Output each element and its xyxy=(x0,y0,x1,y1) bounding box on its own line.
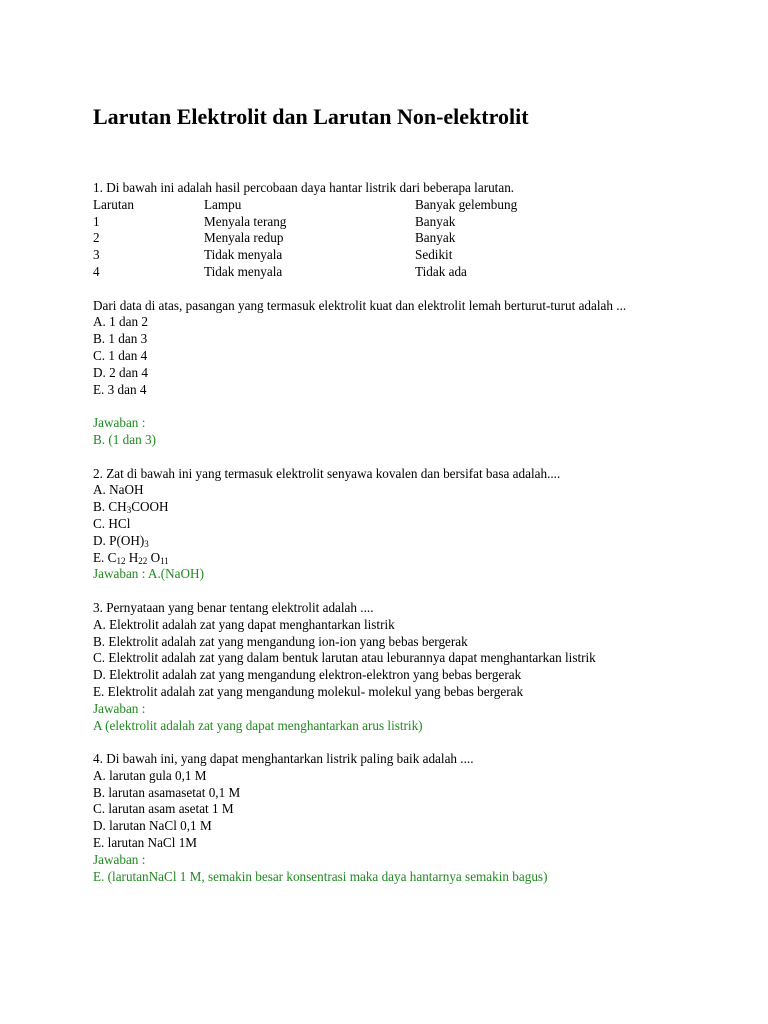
answer-label: Jawaban : xyxy=(93,415,146,431)
answer-text: Jawaban : A.(NaOH) xyxy=(93,566,204,582)
question-2 xyxy=(93,466,673,584)
option-c: C. HCl xyxy=(93,515,131,531)
question-1 xyxy=(93,180,673,449)
answer-label: Jawaban : xyxy=(93,700,146,716)
option-b: B. larutan asamasetat 0,1 M xyxy=(93,784,241,800)
option-a: A. larutan gula 0,1 M xyxy=(93,767,207,783)
table-cell: Banyak xyxy=(415,213,456,229)
option-a: A. 1 dan 2 xyxy=(93,314,148,330)
question-3 xyxy=(93,600,673,734)
table-cell: Menyala redup xyxy=(204,230,284,246)
option-d: D. 2 dan 4 xyxy=(93,364,148,380)
formula-subscript: 12 xyxy=(116,555,126,566)
table-cell: Sedikit xyxy=(415,247,453,263)
option-a: A. Elektrolit adalah zat yang dapat menghantarkan listrik xyxy=(93,616,395,632)
option-b: B. Elektrolit adalah zat yang mengandung ion-ion yang bebas bergerak xyxy=(93,633,468,649)
answer-text: E. (larutanNaCl 1 M, semakin besar konsentrasi maka daya hantarnya semakin bagus) xyxy=(93,868,548,884)
option-b: B. 1 dan 3 xyxy=(93,331,148,347)
answer-text: B. (1 dan 3) xyxy=(93,431,156,447)
table-cell: Tidak menyala xyxy=(204,263,283,279)
document-body xyxy=(93,180,673,885)
option-c: C. 1 dan 4 xyxy=(93,347,148,363)
table-header-lampu: Lampu xyxy=(204,196,242,212)
table-cell: 4 xyxy=(93,263,100,279)
option-d: D. Elektrolit adalah zat yang mengandung elektron-elektron yang bebas bergerak xyxy=(93,667,522,683)
table-header-gelembung: Banyak gelembung xyxy=(415,196,518,212)
formula-subscript: 22 xyxy=(138,555,148,566)
formula-part: H xyxy=(125,549,139,565)
question-4 xyxy=(93,751,673,885)
option-e: E. larutan NaCl 1M xyxy=(93,835,198,851)
formula-subscript: 3 xyxy=(126,505,132,516)
question-4-text: 4. Di bawah ini, yang dapat menghantarkan listrik paling baik adalah .... xyxy=(93,751,474,767)
table-cell: Menyala terang xyxy=(204,213,287,229)
table-row xyxy=(93,230,673,247)
option-e xyxy=(93,550,673,567)
table-row xyxy=(93,264,673,281)
option-a: A. NaOH xyxy=(93,482,144,498)
document-title: Larutan Elektrolit dan Larutan Non-elektrolit xyxy=(93,104,529,129)
answer-text: A (elektrolit adalah zat yang dapat menghantarkan arus listrik) xyxy=(93,717,423,733)
formula-part: COOH xyxy=(131,499,169,515)
option-d xyxy=(93,533,673,550)
table-row xyxy=(93,247,673,264)
table-header-larutan: Larutan xyxy=(93,196,135,212)
answer-label: Jawaban : xyxy=(93,851,146,867)
formula-part: D. P(OH) xyxy=(93,532,145,548)
table-cell: Tidak ada xyxy=(415,263,467,279)
table-header-row xyxy=(93,197,673,214)
table-row xyxy=(93,214,673,231)
table-cell: 1 xyxy=(93,213,100,229)
option-b xyxy=(93,499,673,516)
question-1-prompt: Dari data di atas, pasangan yang termasuk elektrolit kuat dan elektrolit lemah berturut-turut adalah ... xyxy=(93,297,627,313)
table-cell: 3 xyxy=(93,247,100,263)
option-e: E. Elektrolit adalah zat yang mengandung molekul- molekul yang bebas bergerak xyxy=(93,683,524,699)
formula-part: B. CH xyxy=(93,499,127,515)
question-2-text: 2. Zat di bawah ini yang termasuk elektrolit senyawa kovalen dan bersifat basa adalah.... xyxy=(93,465,561,481)
option-e: E. 3 dan 4 xyxy=(93,381,147,397)
formula-subscript: 11 xyxy=(160,555,169,566)
option-c: C. larutan asam asetat 1 M xyxy=(93,801,234,817)
option-d: D. larutan NaCl 0,1 M xyxy=(93,818,212,834)
formula-subscript: 3 xyxy=(144,538,149,549)
formula-part: E. C xyxy=(93,549,117,565)
question-3-text: 3. Pernyataan yang benar tentang elektrolit adalah .... xyxy=(93,599,374,615)
table-cell: Tidak menyala xyxy=(204,247,283,263)
option-c: C. Elektrolit adalah zat yang dalam bentuk larutan atau leburannya dapat menghantarkan listrik xyxy=(93,650,596,666)
table-cell: Banyak xyxy=(415,230,456,246)
question-1-text: 1. Di bawah ini adalah hasil percobaan daya hantar listrik dari beberapa larutan. xyxy=(93,180,515,195)
table-cell: 2 xyxy=(93,230,100,246)
formula-part: O xyxy=(147,549,161,565)
